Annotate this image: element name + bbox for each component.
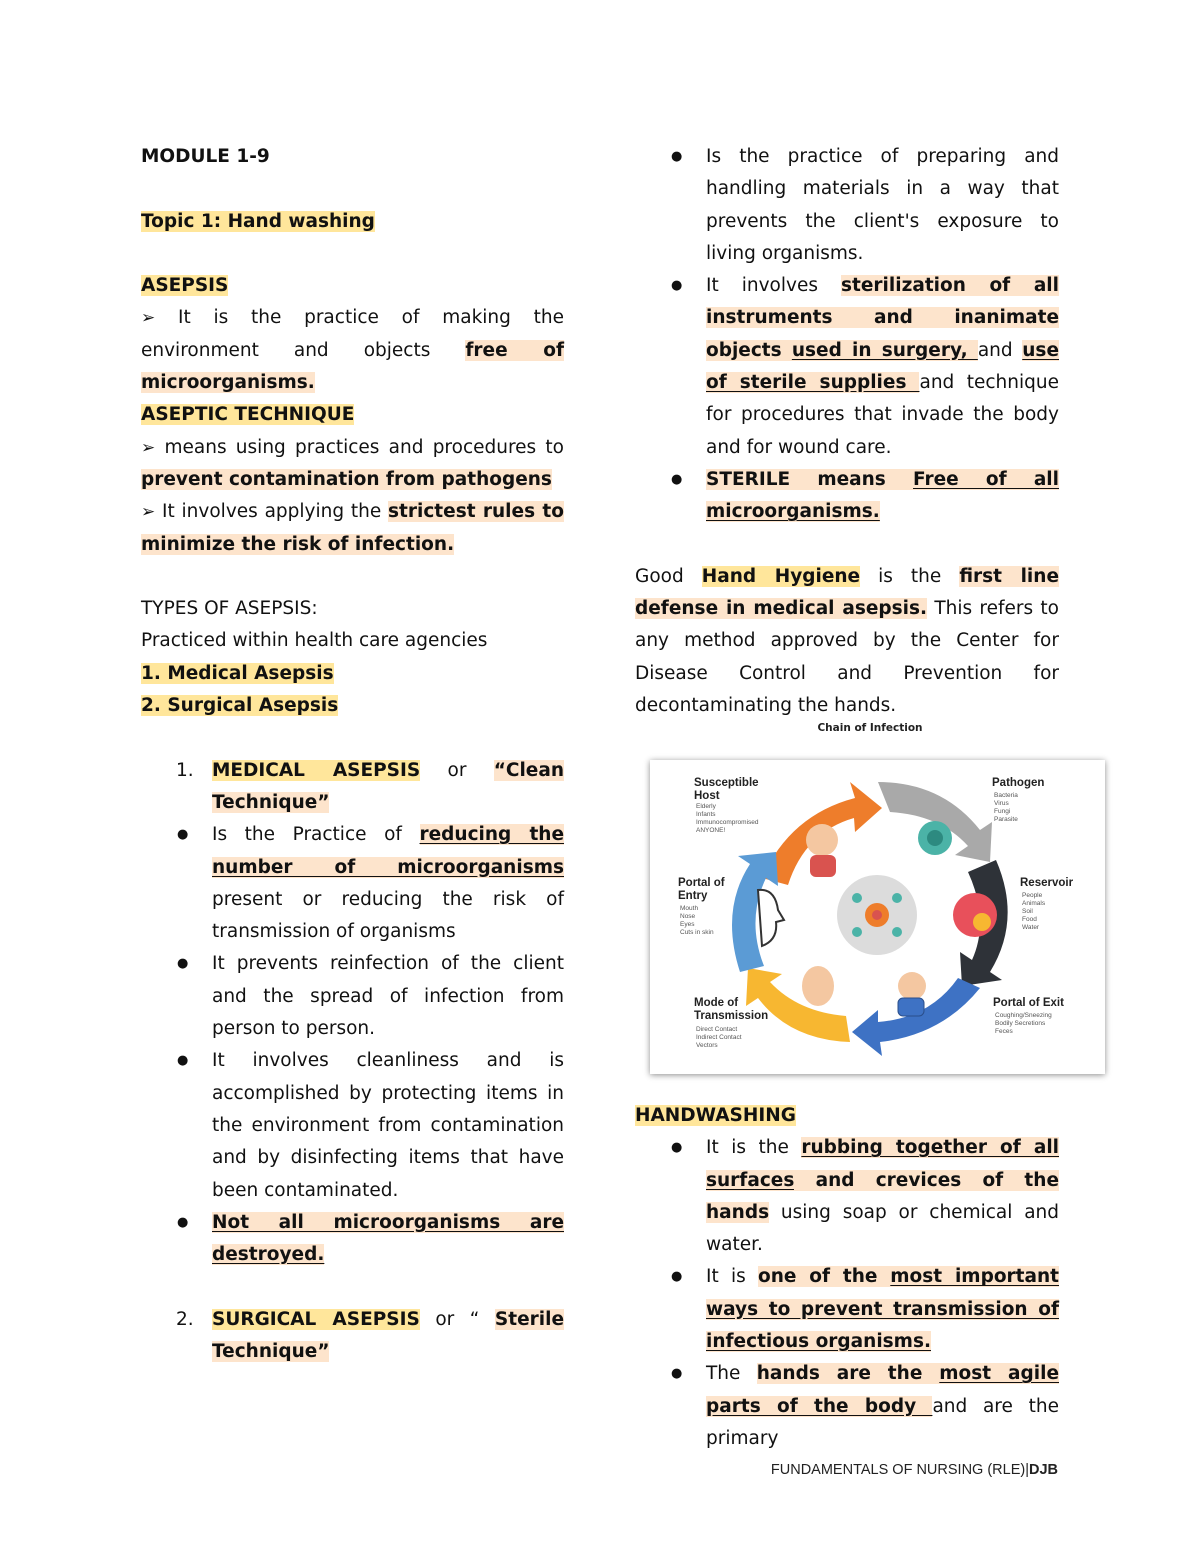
list-item: ● It is one of the most important ways to prevent transmission of infectious organisms.	[706, 1261, 1059, 1358]
svg-text:Soil: Soil	[1022, 908, 1033, 915]
pathogen-items	[994, 792, 1018, 823]
mode-items	[696, 1026, 742, 1049]
list-item: ● STERILE means Free of all microorganisms.	[706, 464, 1059, 529]
svg-text:Bodily Secretions: Bodily Secretions	[995, 1020, 1046, 1027]
label-portal-of-entry: Portal of Entry	[678, 877, 725, 902]
right-column	[635, 141, 1059, 722]
reservoir-items	[1022, 892, 1046, 931]
svg-text:Water: Water	[1022, 924, 1040, 931]
handwashing-bullets	[635, 1132, 1059, 1455]
types-intro: Practiced within health care agencies	[141, 630, 488, 652]
page-footer: FUNDAMENTALS OF NURSING (RLE)|DJB	[770, 1462, 1058, 1478]
list-item: ● It prevents reinfection of the client and the spread of infection from person to person.	[212, 948, 564, 1045]
asepsis-heading: ASEPSIS	[141, 275, 229, 297]
svg-text:Cuts in skin: Cuts in skin	[680, 929, 714, 936]
types-heading: TYPES OF ASEPSIS:	[141, 598, 318, 620]
module-title: MODULE 1-9	[141, 146, 270, 167]
svg-text:Animals: Animals	[1022, 900, 1046, 907]
list-item: ● The hands are the most agile parts of the body and are the primary	[706, 1358, 1059, 1455]
list-item: ● Is the Practice of reducing the number of microorganisms present or reducing the risk of transmission of organisms	[212, 819, 564, 948]
left-column	[141, 141, 564, 1368]
svg-text:Eyes: Eyes	[680, 921, 695, 928]
svg-text:Fungi: Fungi	[994, 808, 1011, 815]
aseptic-definition-1: ➢ means using practices and procedures to prevent contamination from pathogens	[141, 436, 564, 490]
svg-text:ANYONE!: ANYONE!	[696, 827, 726, 834]
exit-items	[995, 1012, 1052, 1035]
hand-hygiene-paragraph: Good Hand Hygiene is the first line defense in medical asepsis. This refers to any method approved by the Center for Disease Control and Prevention for decontaminating the hands.	[635, 565, 1059, 717]
svg-text:Mouth: Mouth	[680, 905, 699, 912]
handwashing-section	[635, 1100, 1059, 1455]
label-mode-of-transmission: Mode of Transmission	[694, 997, 769, 1022]
type-surgical-asepsis: 2. Surgical Asepsis	[141, 695, 339, 717]
surgical-asepsis-item: 2. SURGICAL ASEPSIS or “ Sterile Technique”	[176, 1308, 564, 1362]
svg-text:Direct Contact: Direct Contact	[696, 1026, 738, 1033]
coughing-person-icon	[898, 972, 926, 1000]
svg-text:Elderly: Elderly	[696, 803, 716, 810]
chain-of-infection-diagram	[650, 760, 1105, 1074]
svg-text:Bacteria: Bacteria	[994, 792, 1018, 799]
label-susceptible-host: Susceptible Host	[694, 777, 759, 802]
label-pathogen: Pathogen	[992, 777, 1045, 789]
handwashing-heading: HANDWASHING	[635, 1105, 796, 1126]
arrow-bullet-icon: ➢	[141, 502, 156, 523]
arrow-bullet-icon: ➢	[141, 308, 156, 329]
asepsis-definition: ➢ It is the practice of making the environment and objects free of microorganisms.	[141, 307, 564, 394]
aseptic-definition-2: ➢ It involves applying the strictest rules to minimize the risk of infection.	[141, 501, 564, 555]
chain-of-infection-figure	[650, 760, 1105, 1074]
svg-text:Indirect Contact: Indirect Contact	[696, 1034, 742, 1041]
entry-items	[680, 905, 714, 936]
topic-title: Topic 1: Hand washing	[141, 210, 375, 232]
label-reservoir: Reservoir	[1020, 877, 1074, 889]
person-icon	[806, 824, 838, 856]
list-item: ● Not all microorganisms are destroyed.	[212, 1207, 564, 1272]
svg-text:People: People	[1022, 892, 1043, 899]
medical-asepsis-bullets	[141, 819, 564, 1271]
segment-mode-of-transmission	[746, 968, 850, 1042]
aseptic-technique-heading: ASEPTIC TECHNIQUE	[141, 404, 355, 426]
svg-text:Infants: Infants	[696, 811, 716, 818]
svg-text:Feces: Feces	[995, 1028, 1013, 1035]
list-item: ● It is the rubbing together of all surfaces and crevices of the hands using soap or chemical and water.	[706, 1132, 1059, 1261]
list-item: ● Is the practice of preparing and handling materials in a way that prevents the client's exposure to living organisms.	[706, 141, 1059, 270]
medical-asepsis-item: 1. MEDICAL ASEPSIS or “Clean Technique”	[176, 759, 565, 813]
label-portal-of-exit: Portal of Exit	[993, 997, 1064, 1009]
svg-text:Immunocompromised: Immunocompromised	[696, 819, 759, 826]
arrow-bullet-icon: ➢	[141, 437, 156, 458]
svg-text:Food: Food	[1022, 916, 1037, 923]
face-profile-icon	[758, 890, 784, 946]
lungs-icon	[953, 893, 997, 937]
host-items	[696, 803, 759, 834]
hands-icon	[802, 966, 834, 1006]
figure-title: Chain of Infection	[817, 722, 923, 734]
svg-text:Coughing/Sneezing: Coughing/Sneezing	[995, 1012, 1052, 1019]
list-item: ● It involves sterilization of all instruments and inanimate objects used in surgery, and use of sterile supplies and technique for procedures that invade the body and for wound care.	[706, 270, 1059, 464]
svg-text:Vectors: Vectors	[696, 1042, 718, 1049]
type-medical-asepsis: 1. Medical Asepsis	[141, 662, 334, 684]
svg-text:Nose: Nose	[680, 913, 696, 920]
list-item: ● It involves cleanliness and is accomplished by protecting items in the environment from contamination and by disinfecting items that have been contaminated.	[212, 1045, 564, 1206]
surgical-asepsis-bullets	[635, 141, 1059, 529]
svg-text:Virus: Virus	[994, 800, 1009, 807]
svg-text:Parasite: Parasite	[994, 816, 1018, 823]
